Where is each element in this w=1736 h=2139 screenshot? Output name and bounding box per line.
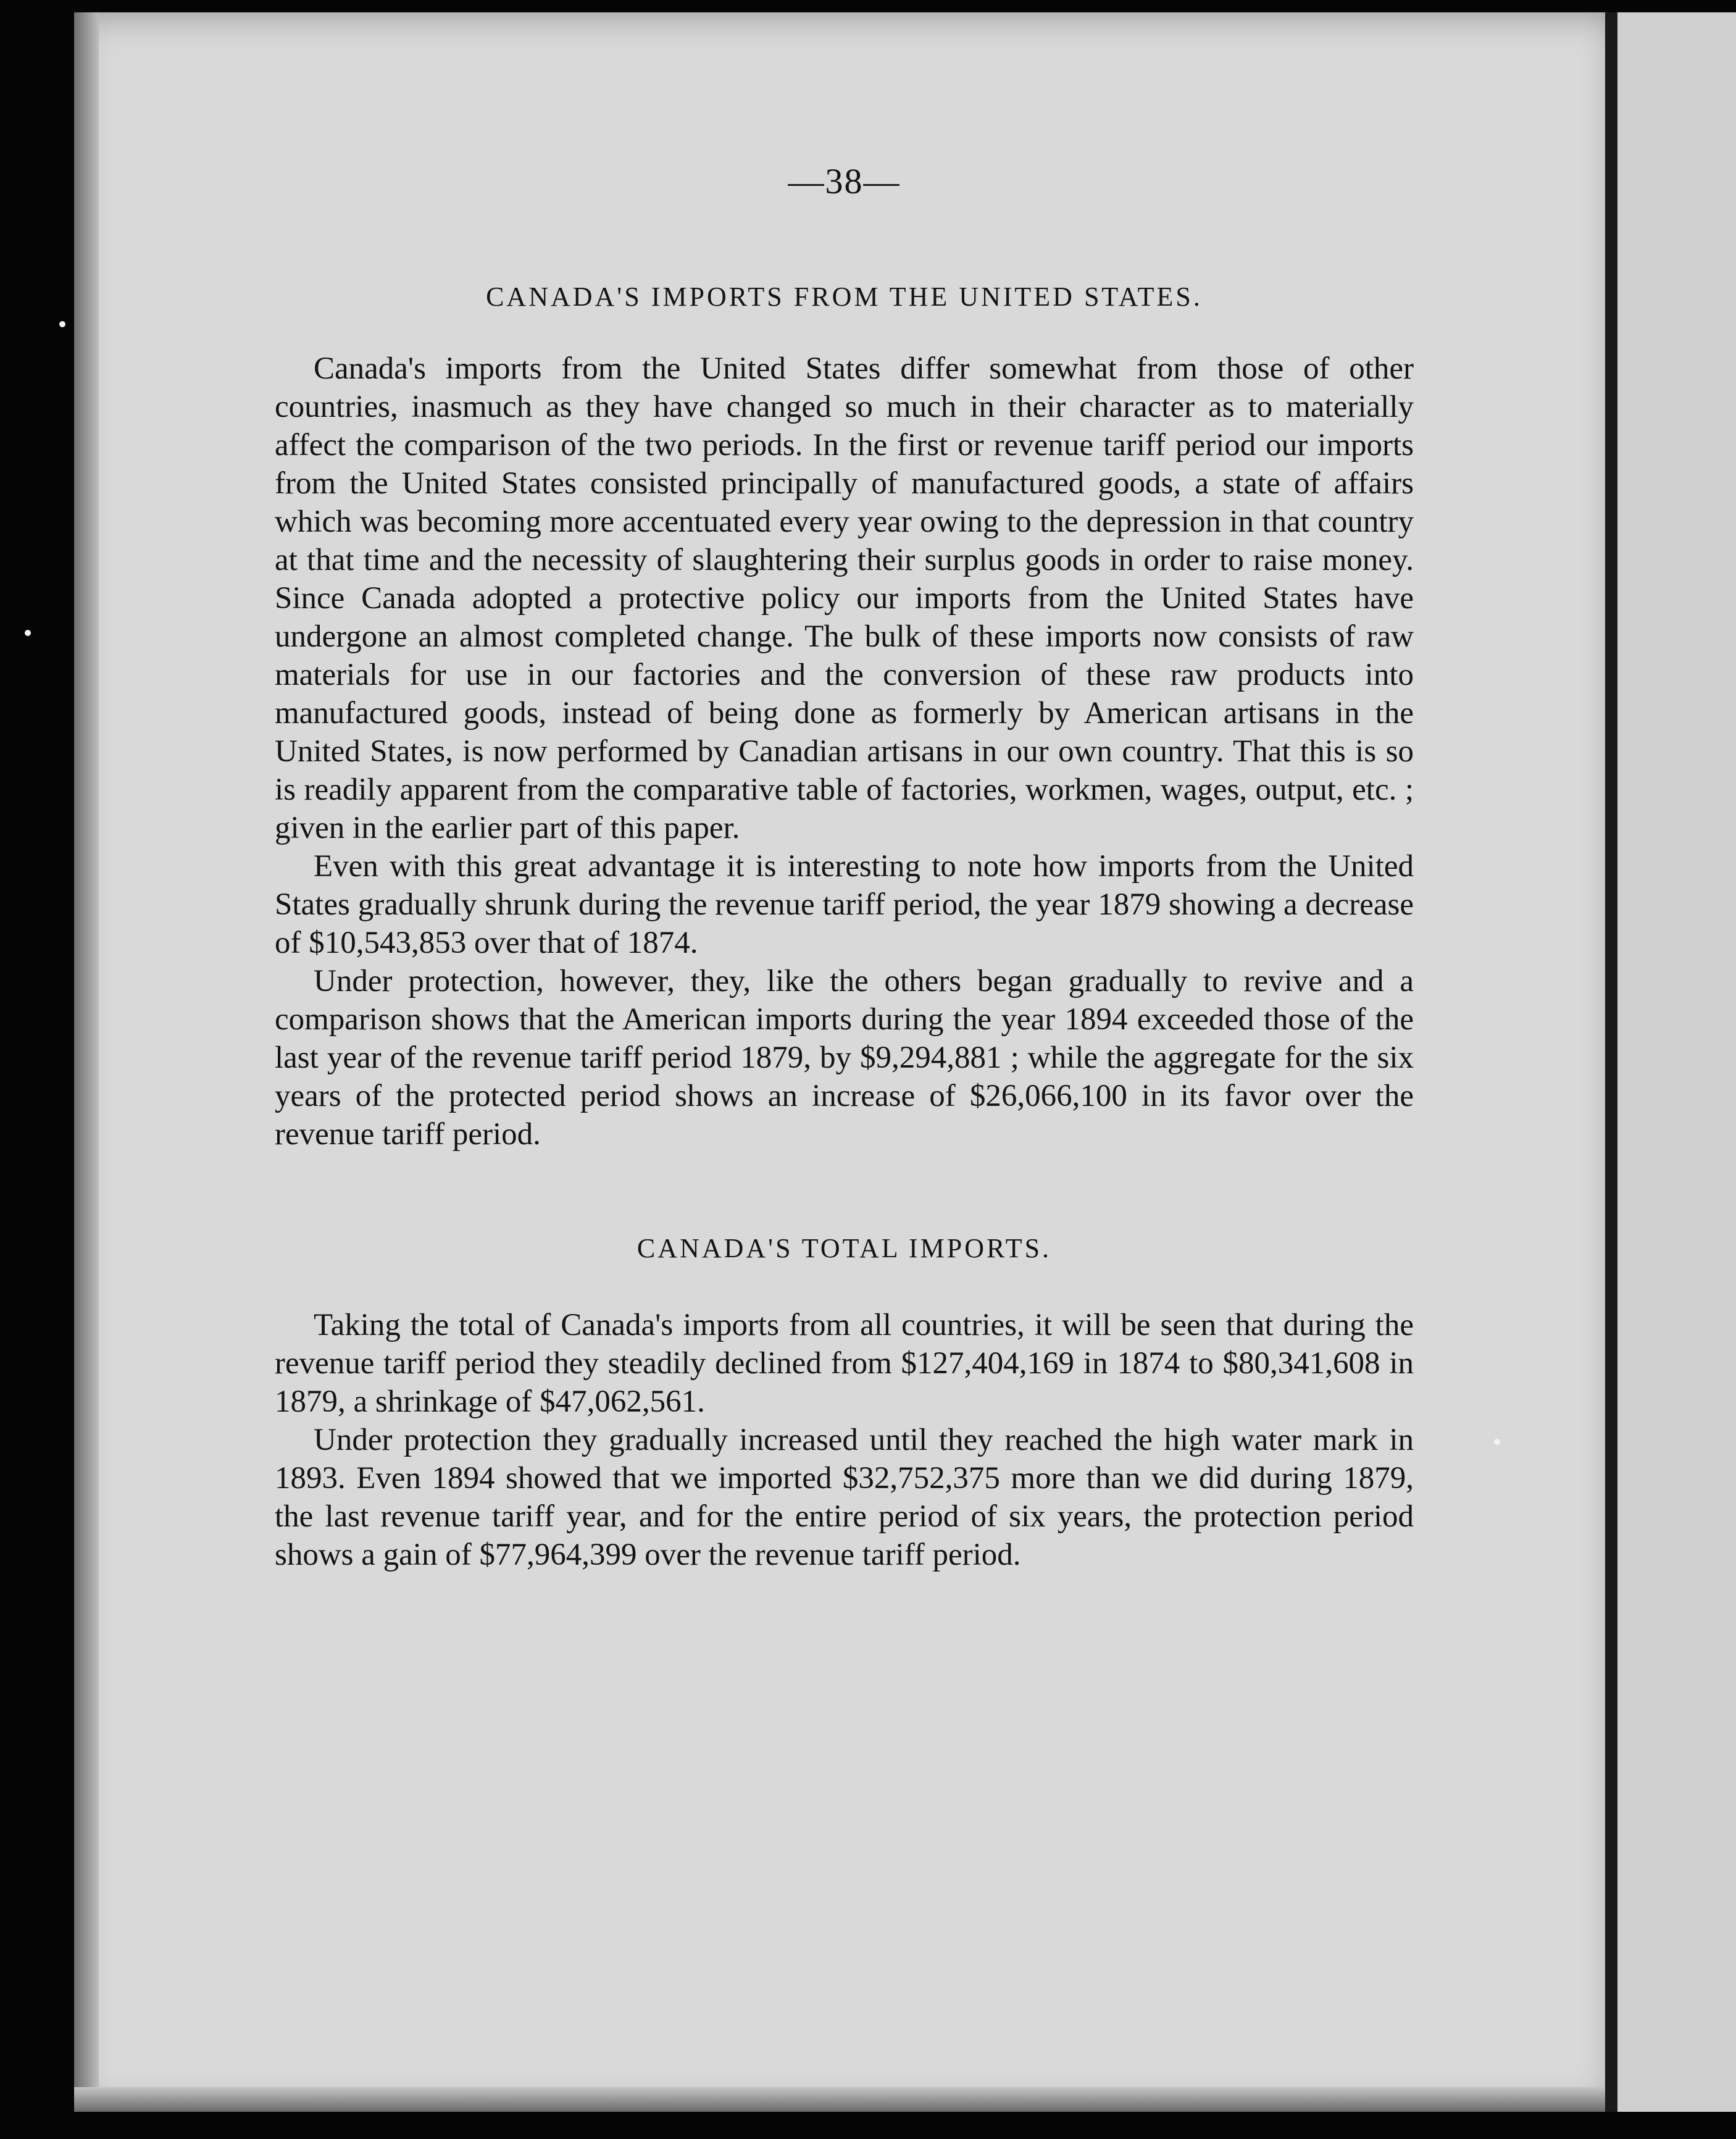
facing-page-edge (1617, 12, 1736, 2112)
page-number: —38— (788, 161, 901, 201)
section-us-imports (275, 281, 1414, 1153)
section-spacer (275, 1153, 1414, 1233)
section-heading: CANADA'S TOTAL IMPORTS. (636, 1233, 1052, 1263)
dust-speck (1494, 1439, 1500, 1445)
page-edge-left (74, 12, 99, 2112)
dust-speck (25, 630, 31, 636)
page-edge-bottom (74, 2087, 1617, 2112)
book-gutter (1605, 12, 1619, 2112)
section-total-imports (275, 1233, 1414, 1574)
paragraph: Under protection, however, they, like the others began gradually to revive and a comparison shows that the American imports during the year 1894 exceeded those of the last year of the revenue tariff period 1879, by $9,294,881 ; while the aggregate for the six years of the protected period shows an increase of $26,066,100 in its favor over the revenue tariff period. (275, 964, 1414, 1152)
paragraph: Even with this great advantage it is interesting to note how imports from the United States gradually shrunk during the revenue tariff period, the year 1879 showing a decrease of $10,543,853 over that of 1874. (275, 849, 1414, 960)
paragraph: Canada's imports from the United States differ somewhat from those of other countries, inasmuch as they have changed so much in their character as to materially affect the comparison of the two periods. In the first or revenue tariff period our imports from the United States consisted principally of manufactured goods, a state of affairs which was becoming more accentuated every year owing to the depression in that country at that time and the necessity of slaughtering their surplus goods in order to raise money. Since Canada adopted a protective policy our imports from the United States have undergone an almost completed change. The bulk of these imports now consists of raw materials for use in our factories and the conversion of these raw products into manufactured goods, instead of being done as formerly by American artisans in the United States, is now performed by Canadian artisans in our own country. That this is so is readily apparent from the comparative table of factories, workmen, wages, output, etc. ; given in the earlier part of this paper. (275, 351, 1414, 845)
dust-speck (59, 321, 65, 327)
section-heading: CANADA'S IMPORTS FROM THE UNITED STATES. (486, 282, 1203, 312)
paragraph: Taking the total of Canada's imports from all countries, it will be seen that during the revenue tariff period they steadily declined from $127,404,169 in 1874 to $80,341,608 in 1879, a shrinkage of $47,062,561. (275, 1308, 1414, 1419)
paragraph: Under protection they gradually increased until they reached the high water mark in 1893. Even 1894 showed that we imported $32,752,375 more than we did during 1879, the last revenue tariff year, and for the entire period of six years, the protection period shows a gain of $77,964,399 over the revenue tariff period. (275, 1423, 1414, 1572)
page-content (275, 161, 1414, 1574)
